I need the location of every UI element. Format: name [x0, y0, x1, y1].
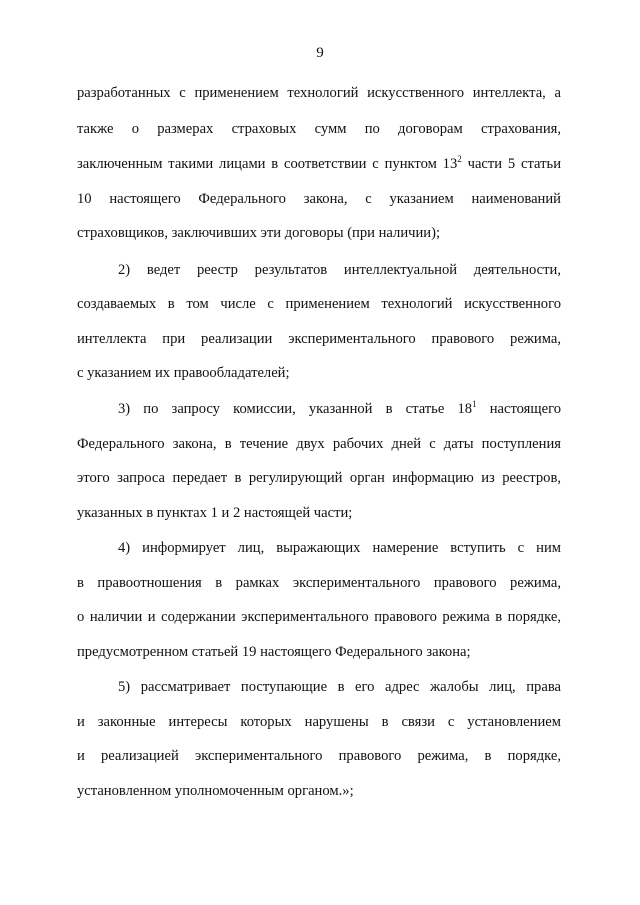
text-line: установленном уполномоченным органом.»; [77, 783, 354, 799]
text-line: разработанных с применением технологий искусственного интеллекта, а [77, 85, 561, 101]
text-span: настоящего [476, 401, 562, 417]
text-line: с указанием их правообладателей; [77, 365, 290, 381]
text-line: в правоотношения в рамках экспериментального правового режима, [77, 575, 561, 591]
text-span: заключенным такими лицами в соответствии с пунктом 13 [77, 156, 458, 172]
text-line: страховщиков, заключивших эти договоры (при наличии); [77, 225, 440, 241]
text-line: предусмотренном статьей 19 настоящего Федерального закона; [77, 644, 471, 660]
text-span: 3) по запросу комиссии, указанной в статье 18 [118, 401, 473, 417]
text-line: Федерального закона, в течение двух рабочих дней с даты поступления [77, 436, 561, 452]
text-line: создаваемых в том числе с применением технологий искусственного [77, 296, 561, 312]
text-line: 4) информирует лиц, выражающих намерение вступить с ним [118, 540, 561, 556]
text-span: части 5 статьи [461, 156, 562, 172]
text-line: указанных в пунктах 1 и 2 настоящей части; [77, 505, 353, 521]
text-line: 5) рассматривает поступающие в его адрес жалобы лиц, права [118, 679, 561, 695]
superscript: 2 [457, 154, 462, 164]
text-line: также о размерах страховых сумм по договорам страхования, [77, 121, 561, 137]
text-line [77, 155, 561, 173]
text-line: 10 настоящего Федерального закона, с указанием наименований [77, 191, 561, 207]
page-number: 9 [316, 45, 324, 61]
text-line: этого запроса передает в регулирующий орган информацию из реестров, [77, 470, 561, 486]
superscript: 1 [472, 399, 477, 409]
text-line: и законные интересы которых нарушены в связи с установлением [77, 714, 561, 730]
text-line: и реализацией экспериментального правового режима, в порядке, [77, 748, 561, 764]
text-line: о наличии и содержании экспериментального правового режима в порядке, [77, 609, 561, 625]
text-line [118, 400, 561, 418]
text-line: 2) ведет реестр результатов интеллектуальной деятельности, [118, 262, 561, 278]
text-line: интеллекта при реализации экспериментального правового режима, [77, 331, 561, 347]
